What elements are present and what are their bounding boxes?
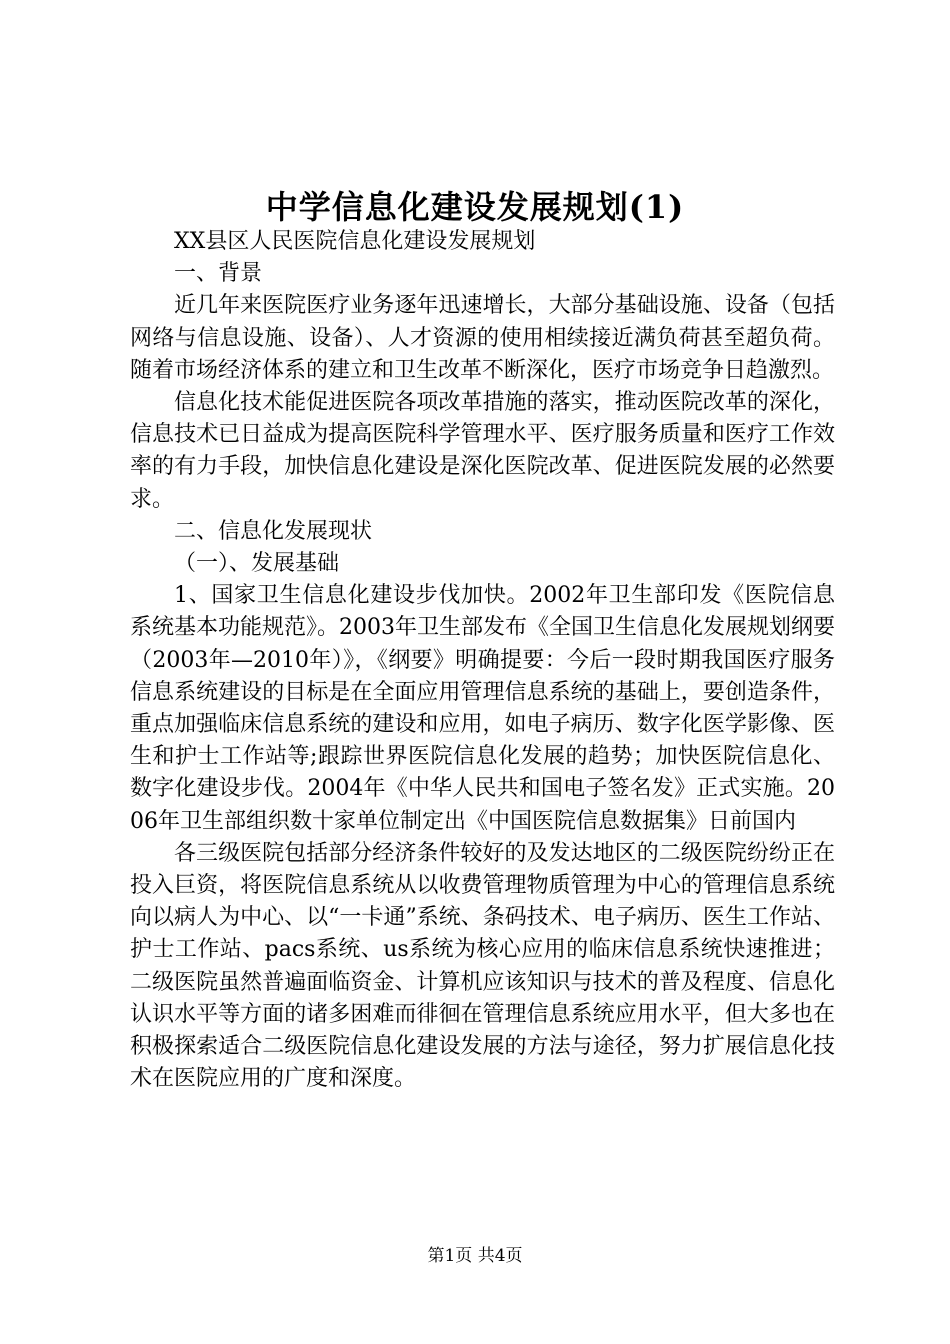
- document-body: [130, 226, 835, 1095]
- page-footer: 第1页 共4页: [427, 1246, 523, 1266]
- subsection-heading-foundation: （一）、发展基础: [174, 551, 340, 577]
- paragraph-background: 近几年来医院医疗业务逐年迅速增长，大部分基础设施、设备（包括网络与信息设施、设备）、人才资源的使用相续接近满负荷甚至超负荷。随着市场经济体系的建立和卫生改革不断深化，医疗市场竞争日趋激烈。: [130, 293, 835, 383]
- paragraph-hospital-plan-title: XX县区人民医院信息化建设发展规划: [174, 229, 536, 254]
- paragraph-national-policy: 1、国家卫生信息化建设步伐加快。2002年卫生部印发《医院信息系统基本功能规范》。2003年卫生部发布《全国卫生信息化发展规划纲要（2003年—2010年）》，《纲要》明确提要：今后一段时期我国医疗服务信息系统建设的目标是在全面应用管理信息系统的基础上，要创造条件，重点加强临床信息系统的建设和应用，如电子病历、数字化医学影像、医生和护士工作站等;跟踪世界医院信息化发展的趋势；加快医院信息化、数字化建设步伐。2004年《中华人民共和国电子签名发》正式实施。2006年卫生部组织数十家单位制定出《中国医院信息数据集》日前国内: [130, 583, 835, 834]
- section-heading-background: 一、背景: [174, 261, 263, 287]
- paragraph-hospital-investment: 各三级医院包括部分经济条件较好的及发达地区的二级医院纷纷正在投入巨资，将医院信息系统从以收费管理物质管理为中心的管理信息系统向以病人为中心、以“一卡通”系统、条码技术、电子病历、医生工作站、护士工作站、pacs系统、us系统为核心应用的临床信息系统快速推进；二级医院虽然普遍面临资金、计算机应该知识与技术的普及程度、信息化认识水平等方面的诸多困难而徘徊在管理信息系统应用水平，但大多也在积极探索适合二级医院信息化建设发展的方法与途径，努力扩展信息化技术在医院应用的广度和深度。: [130, 840, 835, 1092]
- document-title: 中学信息化建设发展规划(1): [265, 188, 685, 226]
- paragraph-it-reform: 信息化技术能促进医院各项改革措施的落实，推动医院改革的深化，信息技术已日益成为提高医院科学管理水平、医疗服务质量和医疗工作效率的有力手段，加快信息化建设是深化医院改革、促进医院发展的必然要求。: [130, 390, 835, 512]
- section-heading-status: 二、信息化发展现状: [174, 518, 373, 544]
